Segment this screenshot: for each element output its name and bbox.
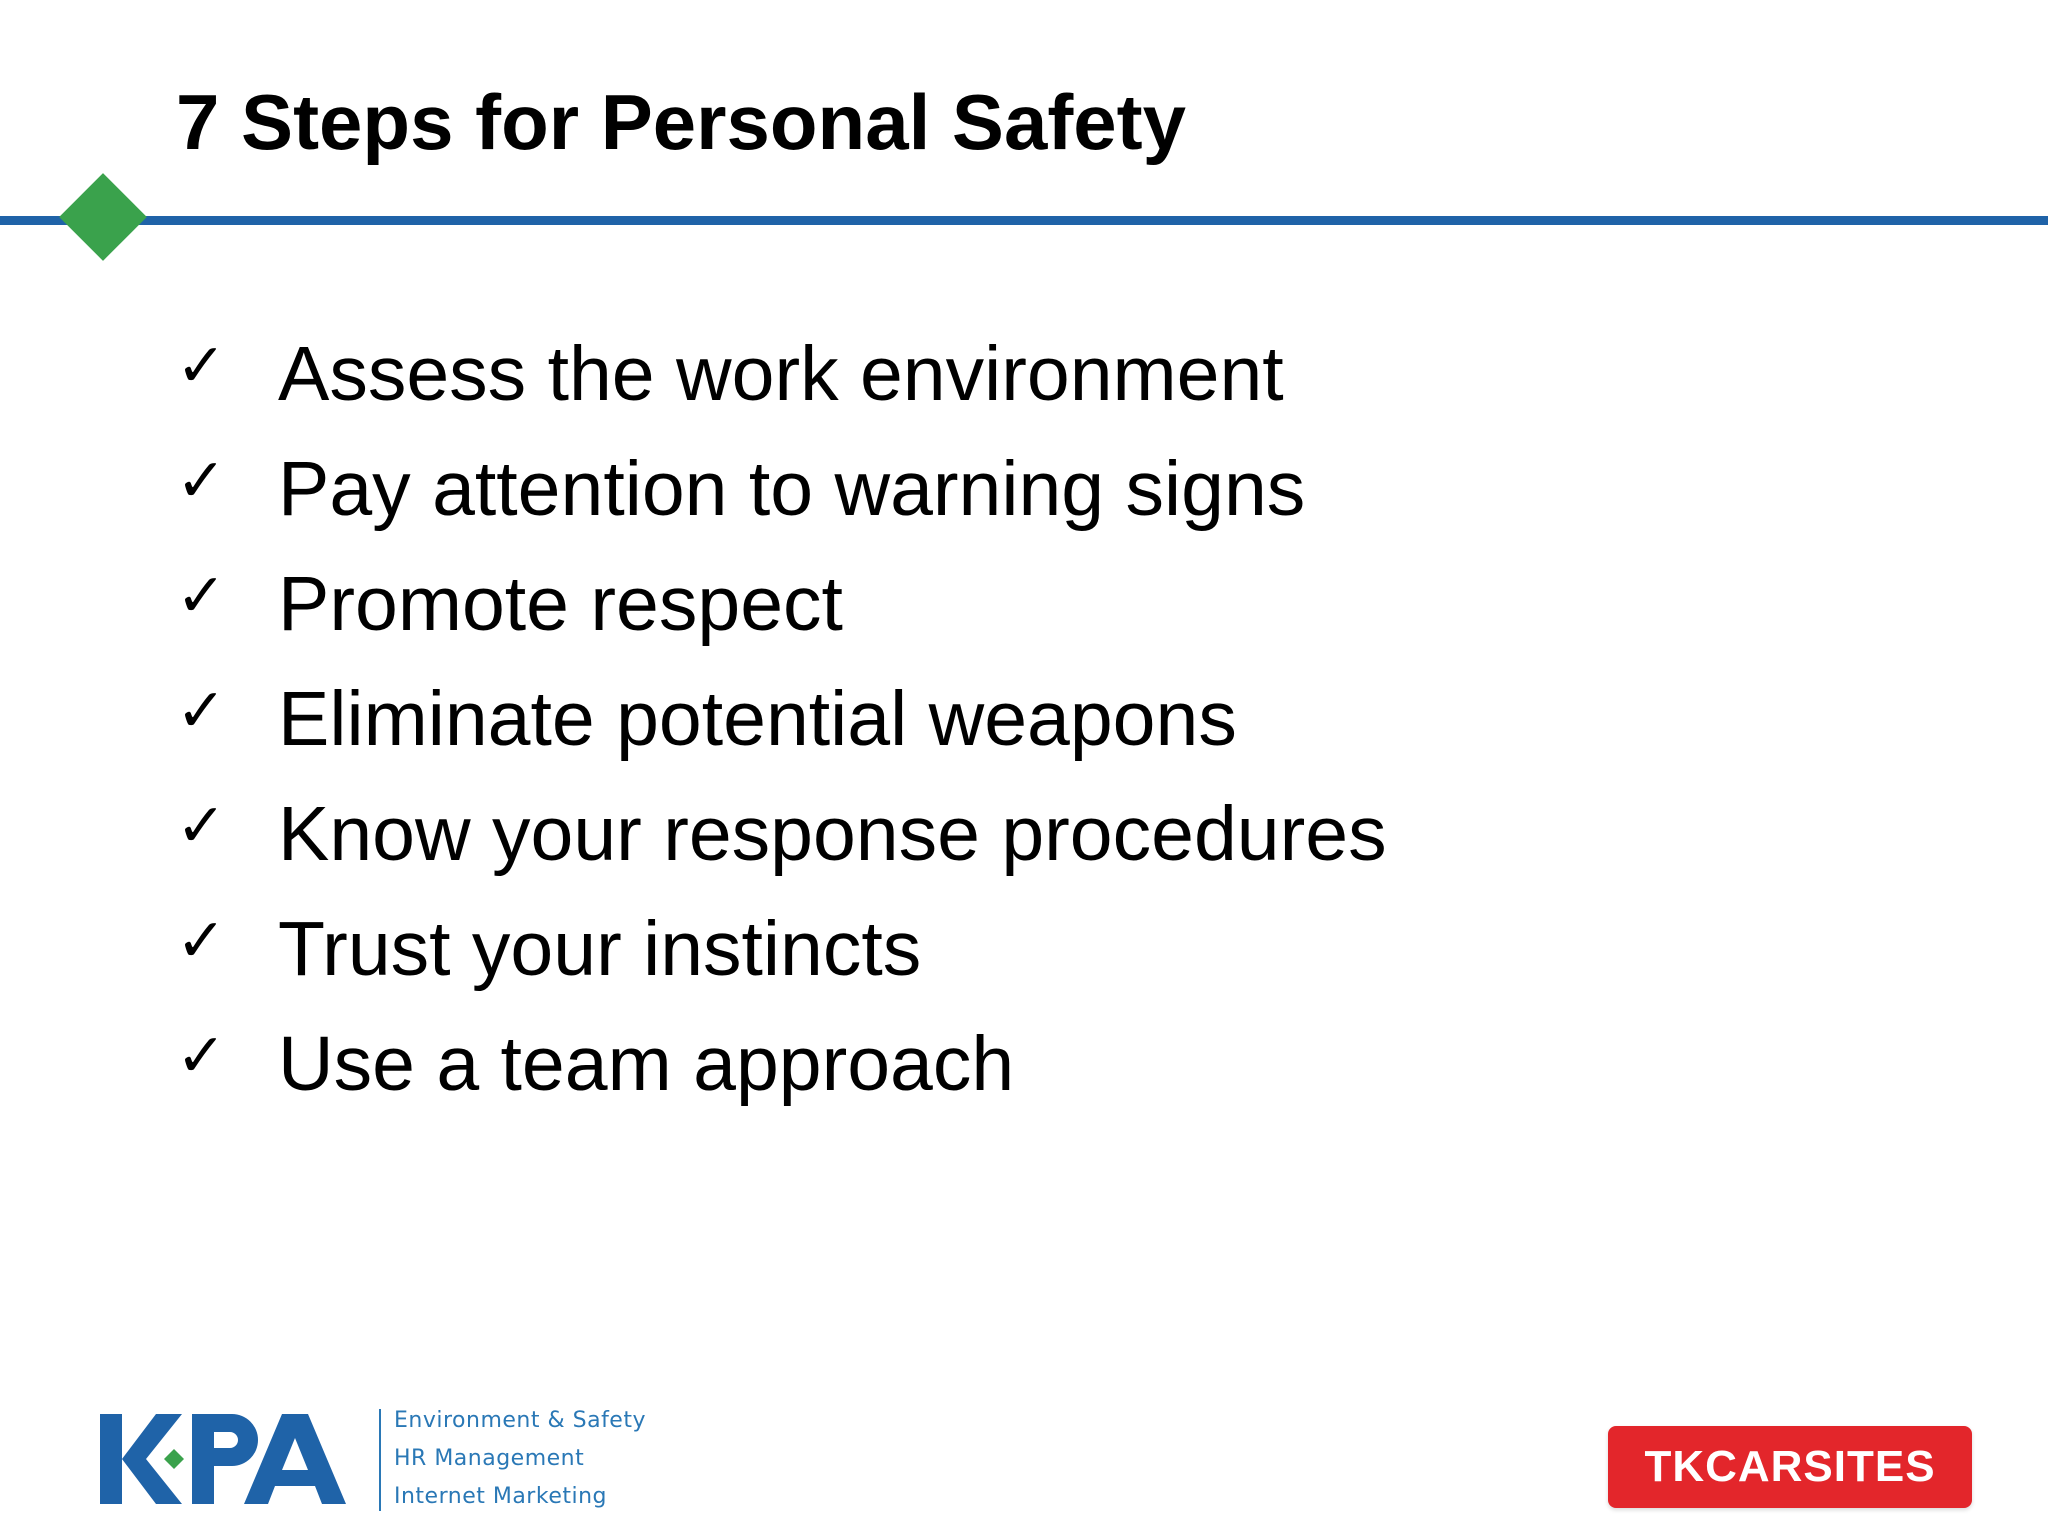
checkmark-icon: ✓: [176, 330, 227, 401]
step-text: Assess the work environment: [278, 330, 1284, 417]
checkmark-icon: ✓: [176, 790, 227, 861]
slide-title: 7 Steps for Personal Safety: [176, 78, 1187, 166]
step-text: Eliminate potential weapons: [278, 675, 1237, 762]
list-item: [176, 776, 1387, 891]
checkmark-icon: ✓: [176, 675, 227, 746]
step-text: Use a team approach: [278, 1020, 1015, 1107]
checkmark-icon: ✓: [176, 560, 227, 631]
list-item: [176, 1006, 1387, 1121]
kpa-logo-mark: [96, 1404, 356, 1514]
checkmark-icon: ✓: [176, 1020, 227, 1091]
list-item: [176, 891, 1387, 1006]
list-item: [176, 431, 1387, 546]
list-item: [176, 546, 1387, 661]
title-underline-rule: [0, 216, 2048, 225]
checkmark-icon: ✓: [176, 445, 227, 516]
kpa-logo: [96, 1404, 656, 1514]
list-item: [176, 316, 1387, 431]
kpa-divider: [379, 1409, 381, 1511]
checkmark-icon: ✓: [176, 905, 227, 976]
kpa-tagline: Internet Marketing: [394, 1484, 607, 1509]
step-text: Trust your instincts: [278, 905, 922, 992]
kpa-tagline: Environment & Safety: [394, 1408, 646, 1433]
step-text: Know your response procedures: [278, 790, 1387, 877]
tkcarsites-logo-text: TKCARSITES: [1644, 1442, 1936, 1491]
step-text: Promote respect: [278, 560, 843, 647]
green-diamond-icon: [59, 173, 147, 261]
kpa-tagline: HR Management: [394, 1446, 585, 1471]
tkcarsites-logo-badge: [1608, 1426, 1972, 1508]
steps-list: [176, 316, 1387, 1121]
list-item: [176, 661, 1387, 776]
step-text: Pay attention to warning signs: [278, 445, 1306, 532]
